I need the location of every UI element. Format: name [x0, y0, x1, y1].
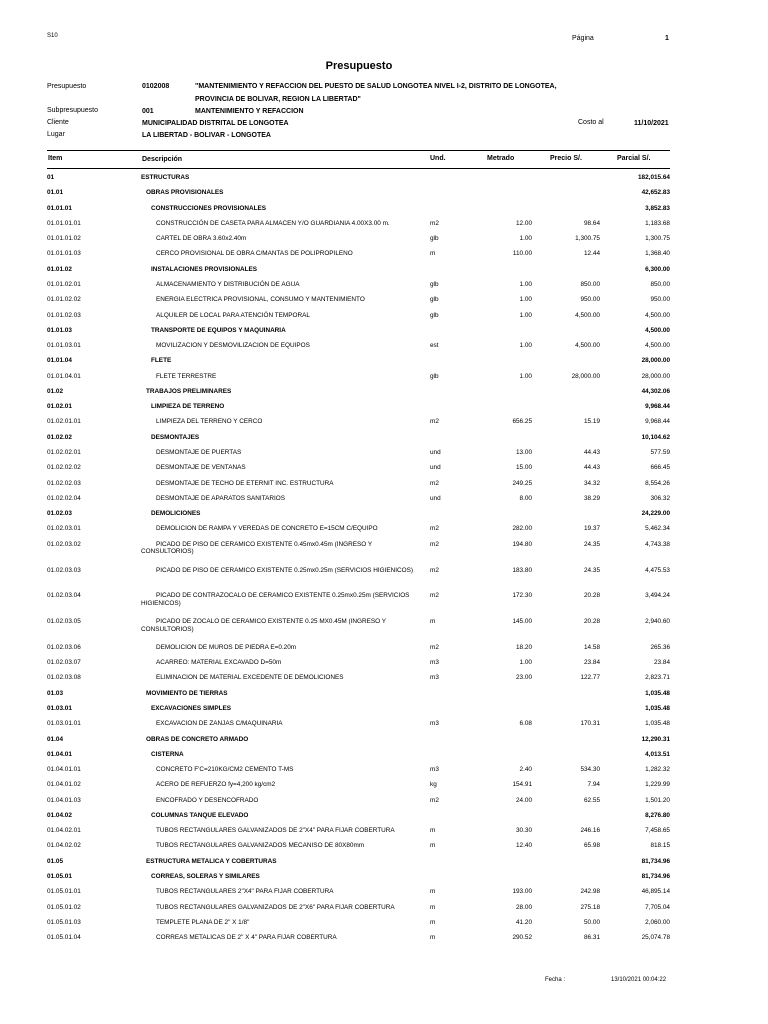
row-precio: 170.31: [580, 720, 600, 728]
row-unit: m: [430, 918, 436, 926]
row-item: 01.01.02: [47, 265, 72, 273]
row-precio: 246.16: [580, 827, 600, 835]
row-unit: kg: [430, 781, 437, 789]
row-item: 01.01.03.01: [47, 342, 81, 350]
row-parcial: 5,462.34: [645, 525, 670, 533]
row-unit: und: [430, 449, 441, 457]
row-parcial: 7,458.65: [645, 827, 670, 835]
row-parcial: 9,968.44: [645, 403, 670, 411]
row-unit: m: [430, 827, 436, 835]
row-item: 01.02.02.03: [47, 479, 81, 487]
row-metrado: 1.00: [519, 342, 532, 350]
row-item: 01.02.02.02: [47, 464, 81, 472]
row-unit: glb: [430, 235, 439, 243]
row-precio: 950.00: [580, 296, 600, 304]
row-description: CISTERNA: [151, 750, 184, 758]
row-unit: m2: [430, 592, 439, 600]
row-unit: m2: [430, 418, 439, 426]
row-metrado: 8.00: [519, 494, 532, 502]
row-description: PICADO DE ZOCALO DE CERAMICO EXISTENTE 0.25 MX0.45M (INGRESO Y CONSULTORIOS): [141, 618, 386, 633]
row-precio: 14.58: [584, 643, 600, 651]
row-unit: m: [430, 934, 436, 942]
row-item: 01.04.02: [47, 811, 72, 819]
row-metrado: 656.25: [512, 418, 532, 426]
row-parcial: 44,302.06: [641, 387, 670, 395]
row-description: DESMONTAJES: [151, 433, 200, 441]
row-description: PICADO DE PISO DE CERAMICO EXISTENTE 0.45mx0.45m (INGRESO Y CONSULTORIOS): [141, 540, 373, 556]
row-metrado: 1.00: [519, 311, 532, 319]
row-metrado: 172.30: [512, 592, 532, 600]
row-description: DEMOLICION DE MUROS DE PIEDRA E=0.20m: [156, 643, 297, 651]
row-parcial: 1,183.68: [645, 219, 670, 227]
presupuesto-label: Presupuesto: [47, 83, 87, 90]
row-precio: 44.43: [584, 449, 600, 457]
page-label: Página: [572, 35, 594, 42]
row-parcial: 818.15: [650, 842, 670, 850]
subpresupuesto-code: 001: [142, 108, 154, 115]
header-precio: Precio S/.: [550, 155, 582, 162]
row-description: COLUMNAS TANQUE ELEVADO: [151, 811, 249, 819]
page-title: Presupuesto: [325, 60, 393, 72]
costo-date: 11/10/2021: [634, 120, 669, 127]
row-description: CONSTRUCCIÓN DE CASETA PARA ALMACEN Y/O GUARDIANIA 4.00X3.00 m.: [156, 219, 390, 227]
row-precio: 122.77: [580, 674, 600, 682]
row-parcial: 12,290.31: [641, 735, 670, 743]
row-item: 01.04.02.01: [47, 827, 81, 835]
row-parcial: 182,015.64: [638, 174, 670, 181]
row-item: 01.02.03.02: [47, 540, 81, 548]
row-parcial: 24,229.00: [641, 510, 670, 518]
row-description: LIMPIEZA DE TERRENO: [151, 403, 225, 411]
row-item: 01.05: [47, 857, 63, 865]
header-descripcion: Descripción: [142, 156, 183, 163]
costo-label: Costo al: [578, 119, 604, 126]
row-description: PICADO DE CONTRAZOCALO DE CERAMICO EXISTENTE 0.25mx0.25m (SERVICIOS HIGIENICOS): [141, 592, 410, 607]
row-parcial: 6,300.00: [645, 265, 670, 273]
row-metrado: 249.25: [512, 479, 532, 487]
row-description: CORREAS METALICAS DE 2" X 4" PARA FIJAR COBERTURA: [156, 934, 337, 942]
row-parcial: 8,276.80: [645, 811, 670, 819]
row-description: ALQUILER DE LOCAL PARA ATENCIÓN TEMPORAL: [156, 311, 310, 319]
row-parcial: 1,501.20: [645, 796, 670, 804]
row-description: CERCO PROVISIONAL DE OBRA C/MANTAS DE POLIPROPILENO: [156, 250, 353, 258]
row-precio: 4,500.00: [575, 311, 600, 319]
row-parcial: 2,823.71: [645, 674, 670, 682]
row-precio: 20.28: [584, 592, 600, 600]
row-unit: m: [430, 842, 436, 850]
row-metrado: 23.00: [516, 674, 532, 682]
row-parcial: 4,500.00: [645, 326, 670, 334]
row-parcial: 1,368.40: [645, 250, 670, 258]
row-parcial: 1,229.99: [645, 781, 670, 789]
row-description: TRANSPORTE DE EQUIPOS Y MAQUINARIA: [151, 326, 286, 334]
row-item: 01.01.01: [47, 204, 72, 212]
row-metrado: 24.00: [516, 796, 532, 804]
header-metrado: Metrado: [487, 155, 515, 162]
row-item: 01.01.01.02: [47, 235, 81, 243]
row-metrado: 12.00: [516, 219, 532, 227]
row-unit: glb: [430, 296, 439, 304]
row-precio: 12.44: [584, 250, 600, 258]
row-metrado: 193.00: [512, 888, 532, 896]
row-parcial: 3,852.83: [645, 204, 670, 212]
row-metrado: 290.52: [512, 934, 532, 942]
row-precio: 50.00: [584, 918, 600, 926]
row-description: LIMPIEZA DEL TERRENO Y CERCO: [156, 418, 263, 426]
row-parcial: 577.59: [650, 449, 670, 457]
subpresupuesto-label: Subpresupuesto: [47, 107, 98, 114]
row-item: 01.02.03.03: [47, 566, 81, 574]
row-metrado: 1.00: [519, 280, 532, 288]
row-description: ACERO DE REFUERZO fy=4,200 kg/cm2: [156, 781, 276, 789]
row-description: ENERGIA ELECTRICA PROVISIONAL, CONSUMO Y MANTENIMIENTO: [156, 296, 365, 304]
presupuesto-code: 0102008: [142, 83, 170, 90]
row-parcial: 81,734.96: [641, 857, 670, 865]
row-parcial: 25,074.78: [641, 934, 670, 942]
row-description: FLETE: [151, 357, 172, 365]
row-metrado: 1.00: [519, 659, 532, 667]
row-parcial: 3,494.24: [645, 592, 670, 600]
row-metrado: 12.40: [516, 842, 532, 850]
row-description: CONSTRUCCIONES PROVISIONALES: [151, 204, 267, 212]
row-item: 01.02.02.04: [47, 494, 81, 502]
row-item: 01.05.01.03: [47, 918, 81, 926]
row-parcial: 9,968.44: [645, 418, 670, 426]
row-precio: 28,000.00: [571, 372, 600, 380]
row-precio: 23.84: [584, 659, 600, 667]
row-description: ESTRUCTURA METALICA Y COBERTURAS: [146, 857, 277, 865]
row-unit: m: [430, 250, 436, 258]
row-item: 01.02.03.07: [47, 659, 81, 667]
row-description: OBRAS PROVISIONALES: [146, 189, 224, 197]
row-description: ACARREO: MATERIAL EXCAVADO D=50m: [156, 659, 282, 667]
row-metrado: 6.08: [519, 720, 532, 728]
row-description: DESMONTAJE DE APARATOS SANITARIOS: [156, 494, 286, 502]
row-unit: m3: [430, 720, 439, 728]
row-parcial: 850.00: [650, 280, 670, 288]
row-precio: 86.31: [584, 934, 600, 942]
fecha-value: 13/10/2021 00:04:22: [611, 977, 667, 983]
row-description: TUBOS RECTANGULARES GALVANIZADOS DE 2"X4" PARA FIJAR COBERTURA: [156, 827, 395, 835]
row-parcial: 4,500.00: [645, 311, 670, 319]
presupuesto-name-line2: PROVINCIA DE BOLIVAR, REGION LA LIBERTAD": [195, 96, 361, 103]
row-parcial: 1,035.48: [645, 704, 670, 712]
row-description: INSTALACIONES PROVISIONALES: [151, 265, 258, 273]
row-item: 01.02.01: [47, 403, 72, 411]
row-precio: 38.29: [584, 494, 600, 502]
row-parcial: 28,000.00: [641, 372, 670, 380]
row-item: 01.01.02.03: [47, 311, 81, 319]
row-unit: m3: [430, 766, 439, 774]
row-description: PICADO DE PISO DE CERAMICO EXISTENTE 0.25mx0.25m (SERVICIOS HIGIENICOS): [156, 566, 413, 574]
row-parcial: 4,500.00: [645, 342, 670, 350]
row-precio: 44.43: [584, 464, 600, 472]
row-parcial: 42,652.83: [641, 189, 670, 197]
row-item: 01.02.02.01: [47, 449, 81, 457]
row-parcial: 2,060.00: [645, 918, 670, 926]
row-unit: glb: [430, 280, 439, 288]
row-description: CONCRETO F'C=210KG/CM2 CEMENTO T-MS: [156, 766, 294, 774]
row-item: 01.03.01: [47, 704, 72, 712]
row-metrado: 15.00: [516, 464, 532, 472]
page-number: 1: [665, 35, 669, 42]
row-metrado: 30.30: [516, 827, 532, 835]
row-description: MOVIMIENTO DE TIERRAS: [146, 689, 228, 697]
row-unit: m2: [430, 479, 439, 487]
row-metrado: 183.80: [512, 566, 532, 574]
row-description: OBRAS DE CONCRETO ARMADO: [146, 735, 249, 743]
row-parcial: 46,895.14: [641, 888, 670, 896]
row-parcial: 306.32: [650, 494, 670, 502]
row-item: 01.01: [47, 189, 63, 197]
row-unit: m2: [430, 219, 439, 227]
row-precio: 19.37: [584, 525, 600, 533]
header-und: Und.: [430, 155, 446, 162]
row-metrado: 28.00: [516, 903, 532, 911]
row-description: ALMACENAMIENTO Y DISTRIBUCIÓN DE AGUA: [156, 280, 300, 288]
row-unit: glb: [430, 372, 439, 380]
row-item: 01.01.03: [47, 326, 72, 334]
header-parcial: Parcial S/.: [617, 155, 651, 162]
row-unit: m2: [430, 643, 439, 651]
cliente-name: MUNICIPALIDAD DISTRITAL DE LONGOTEA: [142, 120, 289, 127]
row-metrado: 110.00: [512, 250, 532, 258]
row-precio: 98.64: [584, 219, 600, 227]
row-parcial: 4,475.53: [645, 566, 670, 574]
row-unit: est: [430, 342, 439, 350]
row-item: 01.04.01: [47, 750, 72, 758]
row-item: 01.04.01.01: [47, 766, 81, 774]
row-parcial: 666.45: [650, 464, 670, 472]
row-metrado: 145.00: [512, 618, 532, 626]
row-unit: m: [430, 888, 436, 896]
row-description: TEMPLETE PLANA DE 2" X 1/8": [156, 918, 250, 926]
row-parcial: 28,000.00: [641, 357, 670, 365]
row-description: TUBOS RECTANGULARES GALVANIZADOS MECANISO DE 80X80mm: [156, 842, 365, 850]
row-precio: 62.55: [584, 796, 600, 804]
header-bottom-rule: [47, 168, 670, 169]
row-unit: m2: [430, 796, 439, 804]
row-unit: m: [430, 903, 436, 911]
row-precio: 7.94: [587, 781, 600, 789]
row-item: 01.01.02.01: [47, 280, 81, 288]
row-unit: m2: [430, 540, 439, 548]
row-precio: 20.28: [584, 618, 600, 626]
row-item: 01.04.02.02: [47, 842, 81, 850]
row-description: CARTEL DE OBRA 3.60x2.40m: [156, 235, 247, 243]
row-item: 01.02.03.01: [47, 525, 81, 533]
row-item: 01.04.01.02: [47, 781, 81, 789]
row-item: 01.02: [47, 387, 63, 395]
row-unit: m2: [430, 525, 439, 533]
row-parcial: 81,734.96: [641, 873, 670, 881]
row-unit: glb: [430, 311, 439, 319]
row-precio: 242.98: [580, 888, 600, 896]
subpresupuesto-name: MANTENIMIENTO Y REFACCION: [195, 108, 304, 115]
row-precio: 34.32: [584, 479, 600, 487]
row-item: 01.02.02: [47, 433, 72, 441]
fecha-label: Fecha :: [545, 977, 566, 983]
row-item: 01.05.01: [47, 873, 72, 881]
lugar-label: Lugar: [47, 131, 65, 138]
row-description: DESMONTAJE DE VENTANAS: [156, 464, 246, 472]
header-top-rule: [47, 150, 670, 151]
row-precio: 850.00: [580, 280, 600, 288]
row-parcial: 1,282.32: [645, 766, 670, 774]
row-parcial: 1,035.48: [645, 689, 670, 697]
row-metrado: 154.91: [512, 781, 532, 789]
lugar-name: LA LIBERTAD - BOLIVAR - LONGOTEA: [142, 132, 271, 139]
row-unit: und: [430, 464, 441, 472]
row-item: 01.02.01.01: [47, 418, 81, 426]
row-item: 01.02.03.04: [47, 592, 81, 600]
row-description: CORREAS, SOLERAS Y SIMILARES: [151, 873, 260, 881]
row-parcial: 8,554.26: [645, 479, 670, 487]
row-description: EXCAVACION DE ZANJAS C/MAQUINARIA: [156, 720, 283, 728]
row-item: 01.04.01.03: [47, 796, 81, 804]
row-item: 01.02.03.05: [47, 618, 81, 626]
presupuesto-name-line1: "MANTENIMIENTO Y REFACCION DEL PUESTO DE SALUD LONGOTEA NIVEL I-2, DISTRITO DE LONGOTEA,: [195, 83, 557, 90]
row-parcial: 1,300.75: [645, 235, 670, 243]
row-item: 01.02.03: [47, 510, 72, 518]
row-metrado: 1.00: [519, 296, 532, 304]
row-item: 01.02.03.06: [47, 643, 81, 651]
row-description: DESMONTAJE DE TECHO DE ETERNIT INC. ESTRUCTURA: [156, 479, 334, 487]
row-parcial: 4,743.38: [645, 540, 670, 548]
row-parcial: 265.36: [650, 643, 670, 651]
row-parcial: 4,013.51: [645, 750, 670, 758]
row-precio: 1,300.75: [575, 235, 600, 243]
row-precio: 24.35: [584, 566, 600, 574]
row-description: DESMONTAJE DE PUERTAS: [156, 449, 242, 457]
row-item: 01.04: [47, 735, 63, 743]
header-item: Item: [48, 155, 63, 162]
row-precio: 65.98: [584, 842, 600, 850]
row-item: 01.03.01.01: [47, 720, 81, 728]
row-metrado: 1.00: [519, 235, 532, 243]
row-precio: 275.18: [580, 903, 600, 911]
row-description: TUBOS RECTANGULARES GALVANIZADOS DE 2"X6" PARA FIJAR COBERTURA: [156, 903, 395, 911]
row-metrado: 1.00: [519, 372, 532, 380]
row-item: 01.01.01.03: [47, 250, 81, 258]
row-item: 01.01.04: [47, 357, 72, 365]
row-precio: 4,500.00: [575, 342, 600, 350]
row-item: 01: [47, 174, 55, 181]
row-metrado: 2.40: [519, 766, 532, 774]
row-description: TRABAJOS PRELIMINARES: [146, 387, 232, 395]
row-metrado: 282.00: [512, 525, 532, 533]
row-description: EXCAVACIONES SIMPLES: [151, 704, 232, 712]
cliente-label: Cliente: [47, 119, 69, 126]
row-unit: m3: [430, 659, 439, 667]
row-item: 01.05.01.04: [47, 934, 81, 942]
row-item: 01.05.01.01: [47, 888, 81, 896]
row-item: 01.03: [47, 689, 63, 697]
row-parcial: 1,035.48: [645, 720, 670, 728]
row-parcial: 950.00: [650, 296, 670, 304]
row-metrado: 194.80: [512, 540, 532, 548]
row-description: TUBOS RECTANGULARES 2"X4" PARA FIJAR COBERTURA: [156, 888, 334, 896]
row-description: DEMOLICION DE RAMPA Y VEREDAS DE CONCRETO E=15CM C/EQUIPO: [156, 525, 378, 533]
row-item: 01.01.02.02: [47, 296, 81, 304]
row-description: FLETE TERRESTRE: [156, 372, 217, 380]
row-item: 01.01.01.01: [47, 219, 81, 227]
row-description: DEMOLICIONES: [151, 510, 201, 518]
row-description: ELIMINACION DE MATERIAL EXCEDENTE DE DEMOLICIONES: [156, 674, 344, 682]
row-description: ENCOFRADO Y DESENCOFRADO: [156, 796, 259, 804]
row-unit: und: [430, 494, 441, 502]
row-unit: m3: [430, 674, 439, 682]
row-parcial: 2,940.60: [645, 618, 670, 626]
row-metrado: 18.20: [516, 643, 532, 651]
row-parcial: 23.84: [654, 659, 670, 667]
row-item: 01.05.01.02: [47, 903, 81, 911]
row-unit: m2: [430, 566, 439, 574]
report-code: S10: [47, 33, 58, 39]
row-item: 01.01.04.01: [47, 372, 81, 380]
row-description: MOVILIZACION Y DESMOVILIZACION DE EQUIPOS: [156, 342, 310, 350]
row-item: 01.02.03.08: [47, 674, 81, 682]
row-precio: 534.30: [580, 766, 600, 774]
row-parcial: 7,705.04: [645, 903, 670, 911]
row-unit: m: [430, 618, 436, 626]
row-parcial: 10,104.62: [641, 433, 670, 441]
row-metrado: 13.00: [516, 449, 532, 457]
row-precio: 15.19: [584, 418, 600, 426]
row-description: ESTRUCTURAS: [141, 174, 190, 181]
row-metrado: 41.20: [516, 918, 532, 926]
row-precio: 24.35: [584, 540, 600, 548]
